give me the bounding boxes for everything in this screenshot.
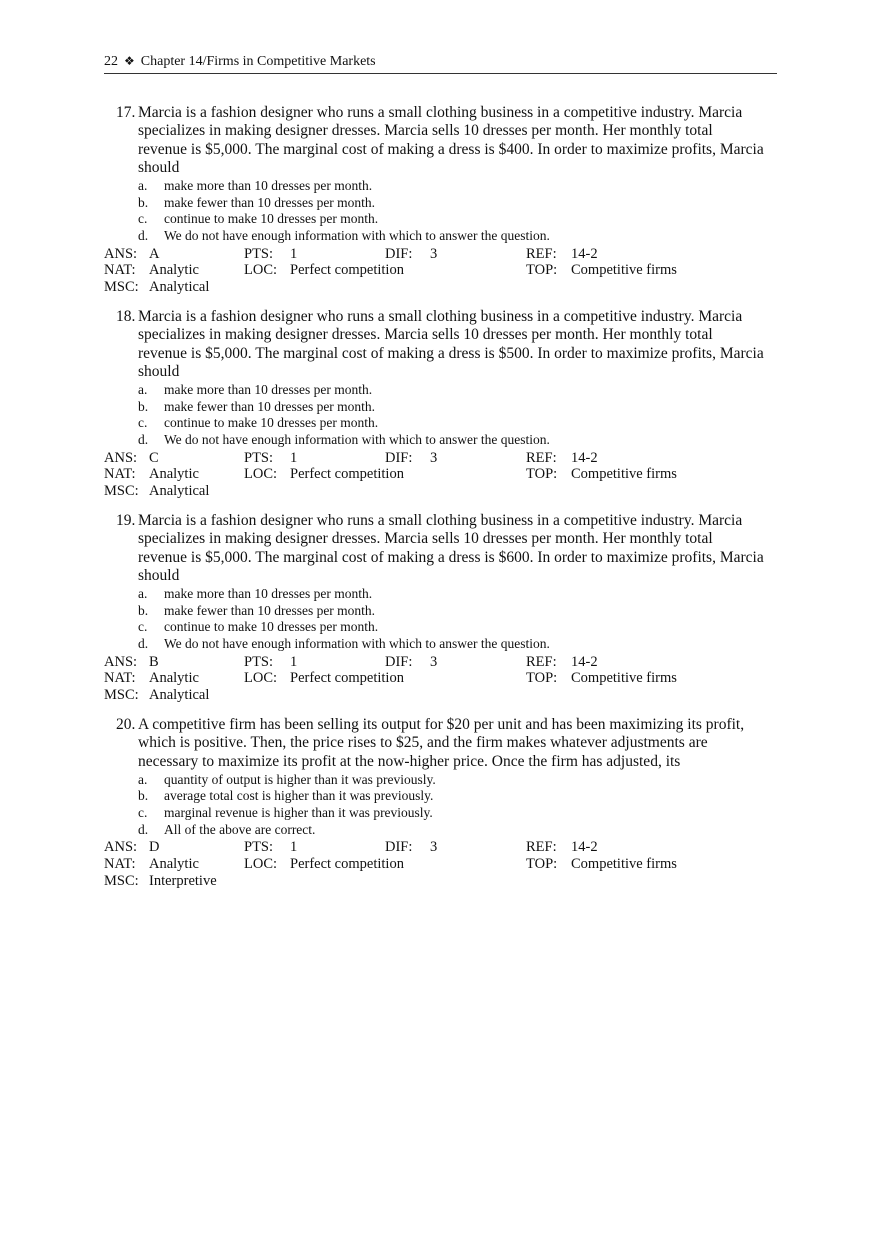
- dif-label: DIF:: [385, 653, 413, 670]
- choice-text: We do not have enough information with which to answer the question.: [164, 431, 550, 447]
- pts-value: 1: [290, 653, 298, 670]
- question-number: 17.: [116, 104, 136, 121]
- msc-label: MSC:: [104, 686, 139, 703]
- answer-metadata: [104, 246, 764, 296]
- ans-value: A: [149, 245, 160, 262]
- top-label: TOP:: [526, 466, 558, 483]
- top-value: Competitive firms: [571, 670, 677, 687]
- choice-letter: a.: [138, 382, 148, 398]
- dif-value: 3: [430, 653, 438, 670]
- choice-d: [138, 228, 764, 245]
- loc-label: LOC:: [244, 466, 278, 483]
- meta-row-3: [104, 687, 764, 704]
- choice-text: make more than 10 dresses per month.: [164, 382, 373, 398]
- question-18: [104, 308, 764, 500]
- dif-label: DIF:: [385, 245, 413, 262]
- question-text: Marcia is a fashion designer who runs a small clothing business in a competitive industry. Marcia specializes in making designer dresses. Marcia sells 10 dresses per month. Her monthly total revenue is $5,000. The marginal cost of making a dress is $600. In order to maximize profits, Marcia should: [138, 512, 764, 584]
- choice-d: [138, 636, 764, 653]
- dif-value: 3: [430, 245, 438, 262]
- loc-label: LOC:: [244, 855, 278, 872]
- nat-label: NAT:: [104, 855, 136, 872]
- pts-value: 1: [290, 449, 298, 466]
- ref-value: 14-2: [571, 449, 598, 466]
- ref-label: REF:: [526, 839, 557, 856]
- choice-letter: d.: [138, 635, 149, 651]
- choice-text: average total cost is higher than it was previously.: [164, 788, 434, 804]
- nat-value: Analytic: [149, 262, 199, 279]
- pts-label: PTS:: [244, 449, 274, 466]
- question-stem: [104, 308, 764, 381]
- meta-row-3: [104, 873, 764, 890]
- question-stem: [104, 716, 764, 771]
- choice-b: [138, 788, 764, 805]
- loc-value: Perfect competition: [290, 466, 404, 483]
- meta-row-1: [104, 839, 764, 856]
- msc-label: MSC:: [104, 278, 139, 295]
- nat-label: NAT:: [104, 670, 136, 687]
- dif-value: 3: [430, 449, 438, 466]
- choice-letter: a.: [138, 771, 148, 787]
- nat-value: Analytic: [149, 670, 199, 687]
- question-text: Marcia is a fashion designer who runs a small clothing business in a competitive industry. Marcia specializes in making designer dresses. Marcia sells 10 dresses per month. Her monthly total revenue is $5,000. The marginal cost of making a dress is $400. In order to maximize profits, Marcia should: [138, 104, 764, 176]
- choice-d: [138, 822, 764, 839]
- choice-letter: b.: [138, 398, 149, 414]
- pts-value: 1: [290, 245, 298, 262]
- question-number: 19.: [116, 512, 136, 529]
- answer-metadata: [104, 654, 764, 704]
- choice-text: make fewer than 10 dresses per month.: [164, 602, 376, 618]
- choice-a: [138, 382, 764, 399]
- meta-row-1: [104, 246, 764, 263]
- choice-c: [138, 805, 764, 822]
- ref-value: 14-2: [571, 245, 598, 262]
- question-text: Marcia is a fashion designer who runs a small clothing business in a competitive industry. Marcia specializes in making designer dresses. Marcia sells 10 dresses per month. Her monthly total revenue is $5,000. The marginal cost of making a dress is $500. In order to maximize profits, Marcia should: [138, 308, 764, 380]
- ans-label: ANS:: [104, 245, 138, 262]
- choice-letter: c.: [138, 805, 148, 821]
- ref-label: REF:: [526, 449, 557, 466]
- choice-a: [138, 772, 764, 789]
- page-number: 22: [104, 54, 118, 69]
- answer-metadata: [104, 450, 764, 500]
- choice-a: [138, 586, 764, 603]
- choice-a: [138, 178, 764, 195]
- dif-label: DIF:: [385, 839, 413, 856]
- msc-value: Analytical: [149, 686, 210, 703]
- dif-value: 3: [430, 839, 438, 856]
- nat-value: Analytic: [149, 466, 199, 483]
- answer-choices: [138, 178, 764, 244]
- choice-letter: d.: [138, 227, 149, 243]
- choice-letter: a.: [138, 586, 148, 602]
- chapter-title: Chapter 14/Firms in Competitive Markets: [140, 54, 376, 69]
- nat-value: Analytic: [149, 855, 199, 872]
- choice-text: make more than 10 dresses per month.: [164, 586, 373, 602]
- loc-label: LOC:: [244, 262, 278, 279]
- ans-label: ANS:: [104, 839, 138, 856]
- choice-letter: b.: [138, 788, 149, 804]
- loc-value: Perfect competition: [290, 670, 404, 687]
- top-label: TOP:: [526, 670, 558, 687]
- ref-value: 14-2: [571, 839, 598, 856]
- meta-row-2: [104, 466, 764, 483]
- meta-row-3: [104, 279, 764, 296]
- choice-b: [138, 603, 764, 620]
- choice-text: marginal revenue is higher than it was previously.: [164, 805, 433, 821]
- top-label: TOP:: [526, 262, 558, 279]
- msc-value: Interpretive: [149, 872, 217, 889]
- choice-c: [138, 211, 764, 228]
- pts-label: PTS:: [244, 245, 274, 262]
- msc-label: MSC:: [104, 872, 139, 889]
- ans-label: ANS:: [104, 653, 138, 670]
- question-text: A competitive firm has been selling its output for $20 per unit and has been maximizing its profit, which is positive. Then, the price rises to $25, and the firm makes whatever adjustments are necessary to maximize its profit at the now-higher price. Once the firm has adjusted, its: [138, 716, 745, 770]
- question-17: [104, 104, 764, 296]
- page-header: [104, 52, 777, 74]
- choice-letter: a.: [138, 178, 148, 194]
- meta-row-1: [104, 450, 764, 467]
- choice-c: [138, 619, 764, 636]
- ans-value: C: [149, 449, 159, 466]
- choice-b: [138, 399, 764, 416]
- msc-value: Analytical: [149, 482, 210, 499]
- ans-label: ANS:: [104, 449, 138, 466]
- meta-row-2: [104, 856, 764, 873]
- choice-c: [138, 415, 764, 432]
- top-value: Competitive firms: [571, 855, 677, 872]
- ans-value: D: [149, 839, 160, 856]
- meta-row-2: [104, 670, 764, 687]
- choice-letter: d.: [138, 431, 149, 447]
- pts-label: PTS:: [244, 839, 274, 856]
- choice-b: [138, 195, 764, 212]
- choice-letter: c.: [138, 619, 148, 635]
- loc-value: Perfect competition: [290, 855, 404, 872]
- question-stem: [104, 512, 764, 585]
- top-label: TOP:: [526, 855, 558, 872]
- choice-text: make fewer than 10 dresses per month.: [164, 194, 376, 210]
- question-number: 20.: [116, 716, 136, 733]
- loc-label: LOC:: [244, 670, 278, 687]
- top-value: Competitive firms: [571, 466, 677, 483]
- dif-label: DIF:: [385, 449, 413, 466]
- diamond-separator-icon: ❖: [124, 54, 135, 68]
- nat-label: NAT:: [104, 466, 136, 483]
- answer-choices: [138, 586, 764, 652]
- meta-row-1: [104, 654, 764, 671]
- answer-metadata: [104, 839, 764, 889]
- question-number: 18.: [116, 308, 136, 325]
- choice-text: continue to make 10 dresses per month.: [164, 619, 379, 635]
- msc-label: MSC:: [104, 482, 139, 499]
- answer-choices: [138, 772, 764, 838]
- nat-label: NAT:: [104, 262, 136, 279]
- top-value: Competitive firms: [571, 262, 677, 279]
- ans-value: B: [149, 653, 159, 670]
- choice-letter: d.: [138, 821, 149, 837]
- choice-letter: b.: [138, 194, 149, 210]
- choice-text: We do not have enough information with which to answer the question.: [164, 227, 550, 243]
- meta-row-2: [104, 262, 764, 279]
- question-19: [104, 512, 764, 704]
- question-stem: [104, 104, 764, 177]
- choice-letter: b.: [138, 602, 149, 618]
- choice-letter: c.: [138, 211, 148, 227]
- answer-choices: [138, 382, 764, 448]
- meta-row-3: [104, 483, 764, 500]
- choice-d: [138, 432, 764, 449]
- ref-label: REF:: [526, 653, 557, 670]
- choice-text: continue to make 10 dresses per month.: [164, 211, 379, 227]
- choice-text: continue to make 10 dresses per month.: [164, 415, 379, 431]
- choice-letter: c.: [138, 415, 148, 431]
- choice-text: quantity of output is higher than it was previously.: [164, 771, 436, 787]
- choice-text: We do not have enough information with which to answer the question.: [164, 635, 550, 651]
- choice-text: All of the above are correct.: [164, 821, 316, 837]
- pts-label: PTS:: [244, 653, 274, 670]
- ref-value: 14-2: [571, 653, 598, 670]
- pts-value: 1: [290, 839, 298, 856]
- question-20: [104, 716, 764, 889]
- loc-value: Perfect competition: [290, 262, 404, 279]
- choice-text: make more than 10 dresses per month.: [164, 178, 373, 194]
- msc-value: Analytical: [149, 278, 210, 295]
- choice-text: make fewer than 10 dresses per month.: [164, 398, 376, 414]
- ref-label: REF:: [526, 245, 557, 262]
